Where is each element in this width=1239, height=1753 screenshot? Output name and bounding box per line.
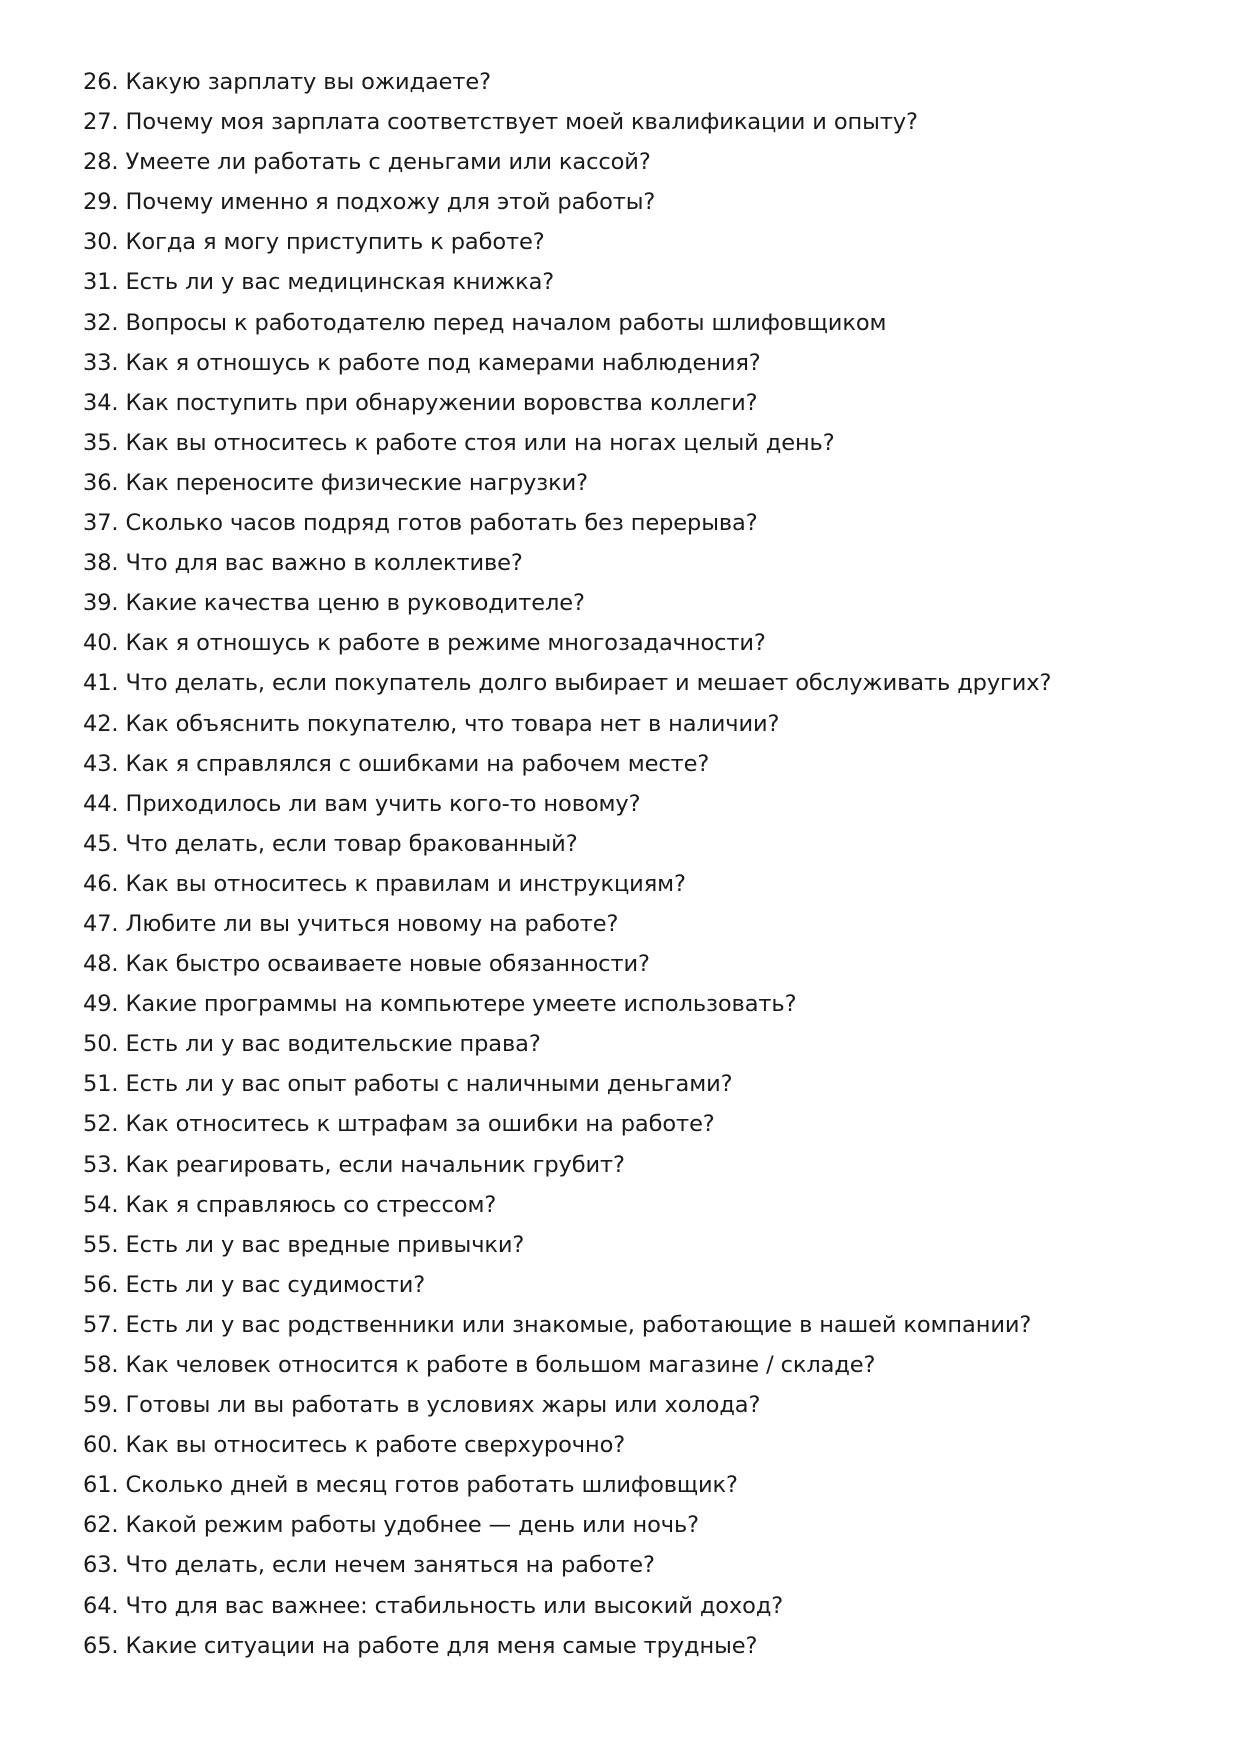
question-item: 30. Когда я могу приступить к работе?: [83, 229, 545, 256]
question-item: 56. Есть ли у вас судимости?: [83, 1271, 426, 1298]
question-item: 47. Любите ли вы учиться новому на работе?: [83, 910, 619, 937]
question-item: 33. Как я отношусь к работе под камерами наблюдения?: [83, 349, 761, 376]
question-item: 29. Почему именно я подхожу для этой работы?: [83, 189, 656, 216]
question-item: 61. Сколько дней в месяц готов работать шлифовщик?: [83, 1472, 738, 1499]
question-item: 43. Как я справлялся с ошибками на рабочем месте?: [83, 750, 710, 777]
question-item: 27. Почему моя зарплата соответствует моей квалификации и опыту?: [83, 109, 918, 136]
question-item: 48. Как быстро осваиваете новые обязанности?: [83, 951, 650, 978]
question-item: 51. Есть ли у вас опыт работы с наличными деньгами?: [83, 1071, 733, 1098]
question-list: [83, 62, 1183, 1666]
question-item: 35. Как вы относитесь к работе стоя или на ногах целый день?: [83, 429, 835, 456]
question-item: 63. Что делать, если нечем заняться на работе?: [83, 1552, 655, 1579]
question-item: 28. Умеете ли работать с деньгами или кассой?: [83, 149, 651, 176]
question-item: 41. Что делать, если покупатель долго выбирает и мешает обслуживать других?: [83, 670, 1052, 697]
question-item: 31. Есть ли у вас медицинская книжка?: [83, 269, 555, 296]
question-item: 40. Как я отношусь к работе в режиме многозадачности?: [83, 630, 766, 657]
question-item: 53. Как реагировать, если начальник грубит?: [83, 1151, 625, 1178]
question-item: 45. Что делать, если товар бракованный?: [83, 830, 578, 857]
question-item: 26. Какую зарплату вы ожидаете?: [83, 69, 491, 95]
question-item: 38. Что для вас важно в коллективе?: [83, 550, 523, 577]
question-item: 37. Сколько часов подряд готов работать без перерыва?: [83, 510, 758, 537]
question-item: 52. Как относитесь к штрафам за ошибки на работе?: [83, 1111, 715, 1138]
question-item: 65. Какие ситуации на работе для меня самые трудные?: [83, 1632, 758, 1659]
question-item: 59. Готовы ли вы работать в условиях жары или холода?: [83, 1392, 761, 1419]
question-item: 60. Как вы относитесь к работе сверхурочно?: [83, 1432, 626, 1459]
question-item: 64. Что для вас важнее: стабильность или высокий доход?: [83, 1592, 784, 1619]
question-item: 46. Как вы относитесь к правилам и инструкциям?: [83, 870, 686, 897]
question-item: 49. Какие программы на компьютере умеете использовать?: [83, 991, 797, 1018]
question-item: 58. Как человек относится к работе в большом магазине / складе?: [83, 1352, 876, 1378]
question-item: 62. Какой режим работы удобнее — день или ночь?: [83, 1512, 699, 1539]
question-item: 54. Как я справляюсь со стрессом?: [83, 1191, 497, 1218]
question-item: 55. Есть ли у вас вредные привычки?: [83, 1231, 525, 1258]
question-item: 44. Приходилось ли вам учить кого-то новому?: [83, 790, 641, 817]
question-item: 42. Как объяснить покупателю, что товара нет в наличии?: [83, 710, 780, 737]
question-item: 36. Как переносите физические нагрузки?: [83, 469, 588, 496]
question-item: 50. Есть ли у вас водительские права?: [83, 1031, 541, 1058]
question-item: 34. Как поступить при обнаружении воровства коллеги?: [83, 389, 758, 416]
question-item: 57. Есть ли у вас родственники или знакомые, работающие в нашей компании?: [83, 1311, 1032, 1338]
question-item: 39. Какие качества ценю в руководителе?: [83, 590, 585, 617]
question-item: 32. Вопросы к работодателю перед началом работы шлифовщиком: [83, 309, 887, 336]
